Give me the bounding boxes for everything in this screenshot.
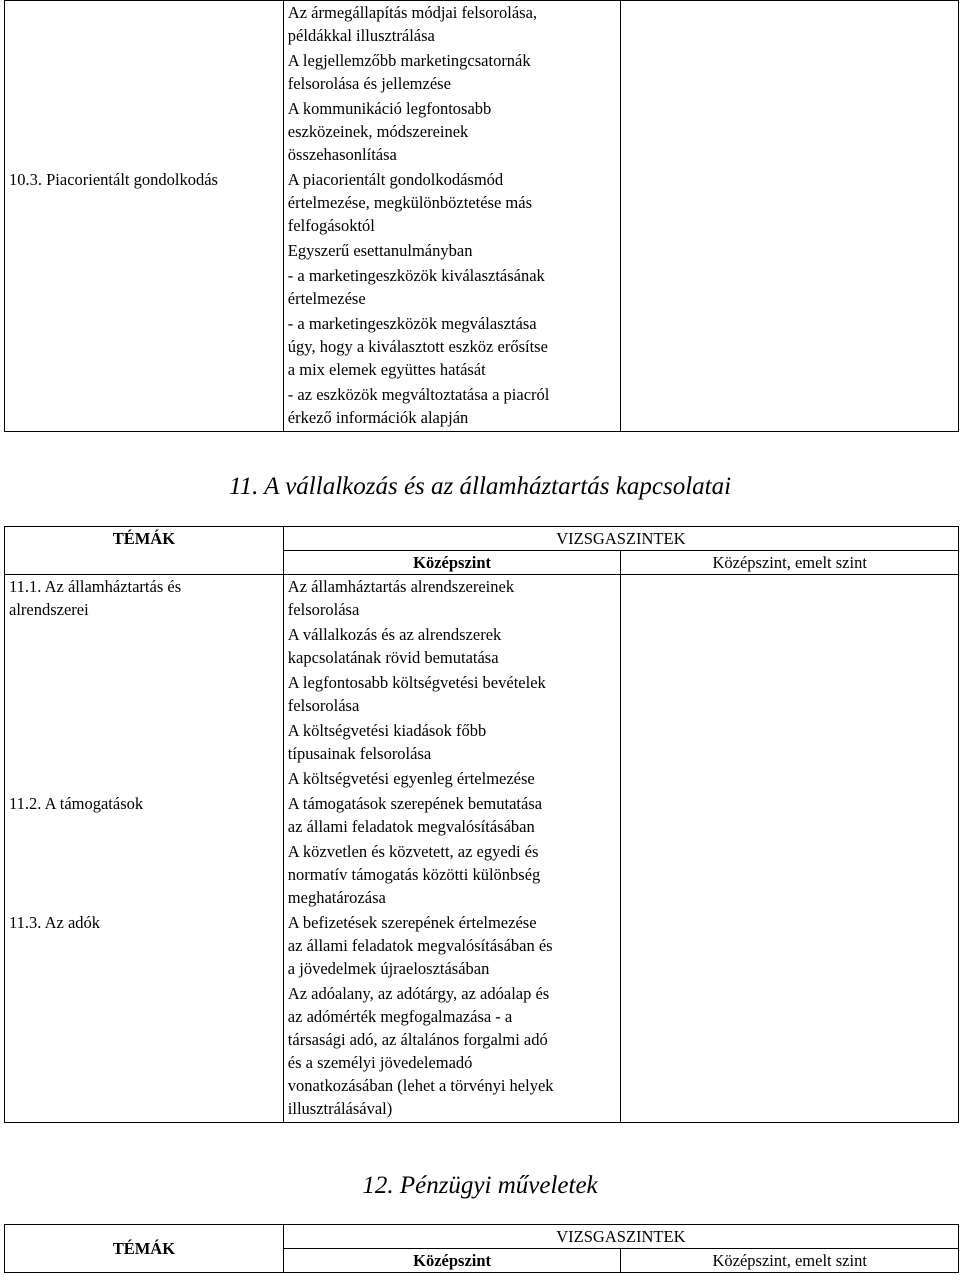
topic-cell: 11.3. Az adók — [5, 911, 284, 1123]
table-row — [5, 1, 959, 169]
list-item: Az ármegállapítás módjai felsorolása, példákkal illusztrálása — [287, 3, 538, 45]
list-item: A vállalkozás és az alrendszerek kapcsolatának rövid bemutatása — [287, 625, 502, 667]
topic-cell: 10.3. Piacorientált gondolkodás — [5, 168, 284, 432]
kozepszint-header: Középszint — [283, 1249, 621, 1273]
emelt-cell — [621, 168, 959, 432]
list-item: - a marketingeszközök megválasztása úgy, hogy a kiválasztott eszköz erősítse a mix elemek együttes hatását — [287, 314, 548, 379]
kozepszint-cell — [283, 168, 621, 432]
kozepszint-header: Középszint — [283, 551, 621, 575]
table-row — [5, 911, 959, 1123]
emelt-header: Középszint, emelt szint — [621, 551, 959, 575]
emelt-cell — [621, 575, 959, 793]
list-item: A legfontosabb költségvetési bevételek felsorolása — [287, 673, 546, 715]
kozepszint-cell — [283, 911, 621, 1123]
list-item: A befizetések szerepének értelmezése az állami feladatok megvalósításában és a jövedelmek újraelosztásában — [287, 913, 553, 978]
temak-label: TÉMÁK — [112, 1239, 176, 1258]
table-row — [5, 575, 959, 793]
list-item: A legjellemzőbb marketingcsatornák felsorolása és jellemzése — [287, 51, 531, 93]
table-row — [5, 792, 959, 911]
emelt-cell — [621, 911, 959, 1123]
topic-cell: 11.1. Az államháztartás és alrendszerei — [5, 575, 284, 793]
section11-table — [4, 526, 959, 1123]
list-item: A közvetlen és közvetett, az egyedi és normatív támogatás közötti különbség meghatározása — [287, 842, 541, 907]
kozepszint-cell — [283, 575, 621, 793]
temak-label: TÉMÁK — [112, 529, 176, 548]
list-item: A kommunikáció legfontosabb eszközeinek, módszereinek összehasonlítása — [287, 99, 492, 164]
kozepszint-cell — [283, 792, 621, 911]
list-item: Egyszerű esettanulmányban — [287, 241, 473, 260]
temak-header — [5, 527, 284, 575]
section12-table — [4, 1224, 959, 1273]
list-item: A költségvetési kiadások főbb típusainak felsorolása — [287, 721, 487, 763]
header-row — [5, 1225, 959, 1249]
section-title: 11. A vállalkozás és az államháztartás kapcsolatai — [228, 473, 732, 500]
list-item: - a marketingeszközök kiválasztásának értelmezése — [287, 266, 545, 308]
topic-cell — [5, 1, 284, 169]
section10-table — [4, 0, 959, 432]
list-item: Az adóalany, az adótárgy, az adóalap és az adómérték megfogalmazása - a társasági adó, az általános forgalmi adó és a személyi jövedelemadó vonatkozásában (lehet a törvényi helyek illusztrálásával) — [287, 984, 554, 1118]
emelt-cell — [621, 1, 959, 169]
list-item: A költségvetési egyenleg értelmezése — [287, 769, 535, 788]
header-row — [5, 527, 959, 551]
list-item: Az államháztartás alrendszereinek felsorolása — [287, 577, 515, 619]
list-item: A piacorientált gondolkodásmód értelmezése, megkülönböztetése más felfogásoktól — [287, 170, 532, 235]
section-title: 12. Pénzügyi műveletek — [362, 1172, 598, 1199]
list-item: - az eszközök megváltoztatása a piacról érkező információk alapján — [287, 385, 550, 427]
list-item: A támogatások szerepének bemutatása az állami feladatok megvalósításában — [287, 794, 543, 836]
emelt-cell — [621, 792, 959, 911]
table-row — [5, 168, 959, 432]
emelt-header: Középszint, emelt szint — [621, 1249, 959, 1273]
vizsgaszintek-header: VIZSGASZINTEK — [283, 527, 958, 551]
kozepszint-cell — [283, 1, 621, 169]
topic-cell: 11.2. A támogatások — [5, 792, 284, 911]
vizsgaszintek-header: VIZSGASZINTEK — [283, 1225, 958, 1249]
temak-header — [5, 1225, 284, 1273]
